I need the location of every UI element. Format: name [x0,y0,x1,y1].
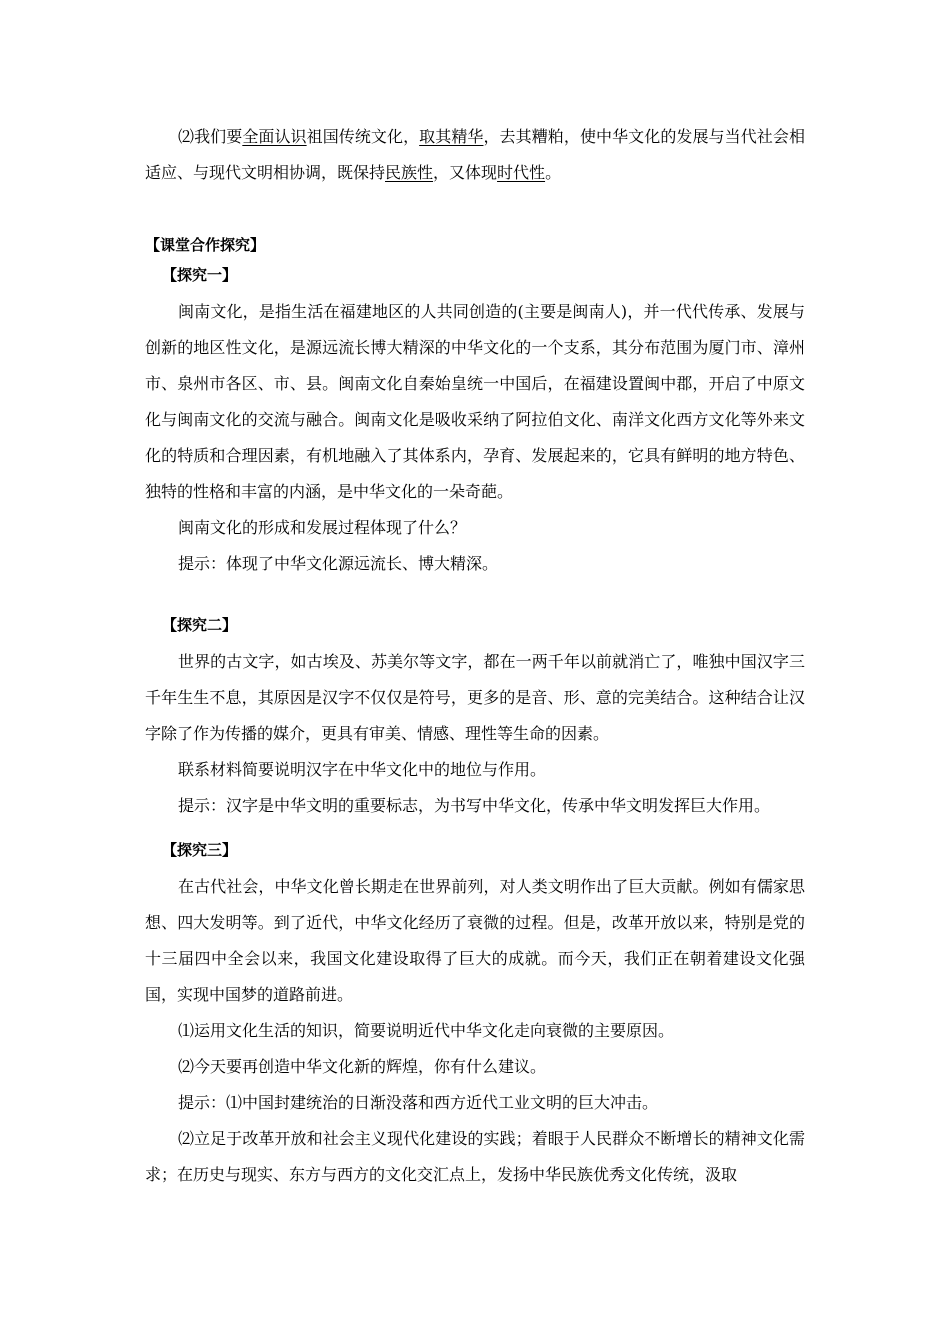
explore-three-hint-2: ⑵立足于改革开放和社会主义现代化建设的实践；着眼于人民群众不断增长的精神文化需求；在历史与现实、东方与西方的文化交汇点上，发扬中华民族优秀文化传统，汲取 [145,1129,805,1184]
explore-one [145,260,805,582]
explore-two [145,610,805,824]
intro-paragraph [145,119,805,191]
explore-two-hint: 提示：汉字是中华文明的重要标志，为书写中华文化，传承中华文明发挥巨大作用。 [178,796,771,815]
explore-two-heading: 【探究二】 [162,616,238,634]
explore-three-question-1: ⑴运用文化生活的知识，简要说明近代中华文化走向衰微的主要原因。 [178,1021,675,1040]
explore-one-hint: 提示：体现了中华文化源远流长、博大精深。 [178,554,499,573]
explore-one-question: 闽南文化的形成和发展过程体现了什么？ [178,518,467,537]
explore-one-material: 闽南文化，是指生活在福建地区的人共同创造的(主要是闽南人)，并一代代传承、发展与创新的地区性文化，是源远流长博大精深的中华文化的一个支系，其分布范围为厦门市、漳州市、泉州市各区、市、县。闽南文化自秦始皇统一中国后，在福建设置闽中郡，开启了中原文化与闽南文化的交流与融合。闽南文化是吸收采纳了阿拉伯文化、南洋文化西方文化等外来文化的特质和合理因素，有机地融入了其体系内，孕育、发展起来的，它具有鲜明的地方特色、独特的性格和丰富的内涵，是中华文化的一朵奇葩。 [145,302,805,501]
explore-three-material: 在古代社会，中华文化曾长期走在世界前列，对人类文明作出了巨大贡献。例如有儒家思想、四大发明等。到了近代，中华文化经历了衰微的过程。但是，改革开放以来，特别是党的十三届四中全会以来，我国文化建设取得了巨大的成就。而今天，我们正在朝着建设文化强国，实现中国梦的道路前进。 [145,877,805,1004]
explore-two-question: 联系材料简要说明汉字在中华文化中的地位与作用。 [178,760,547,779]
explore-two-material: 世界的古文字，如古埃及、苏美尔等文字，都在一两千年以前就消亡了，唯独中国汉字三千年生生不息，其原因是汉字不仅仅是符号，更多的是音、形、意的完美结合。这种结合让汉字除了作为传播的媒介，更具有审美、情感、理性等生命的因素。 [145,652,805,743]
underlined-term: 取其精华 [419,127,484,146]
explore-three-hint-1: 提示：⑴中国封建统治的日渐没落和西方近代工业文明的巨大冲击。 [178,1093,659,1112]
text-run: ，又体现 [433,163,498,182]
explore-three [145,835,805,1193]
text-run: ，去其糟粕，使中华文化的发展与当代社会相适应、与现代文明相协调，既保持 [145,127,805,182]
explore-three-question-2: ⑵今天要再创造中华文化新的辉煌，你有什么建议。 [178,1057,547,1076]
underlined-term: 民族性 [385,163,434,182]
text-run: 祖国传统文化， [306,127,420,146]
underlined-term: 时代性 [497,163,546,182]
text-run: 。 [545,163,562,182]
section-title: 【课堂合作探究】 [145,236,266,254]
explore-three-heading: 【探究三】 [162,841,238,859]
explore-one-heading: 【探究一】 [162,266,238,284]
underlined-term: 全面认识 [242,127,307,146]
text-run: ⑵我们要 [178,127,243,146]
